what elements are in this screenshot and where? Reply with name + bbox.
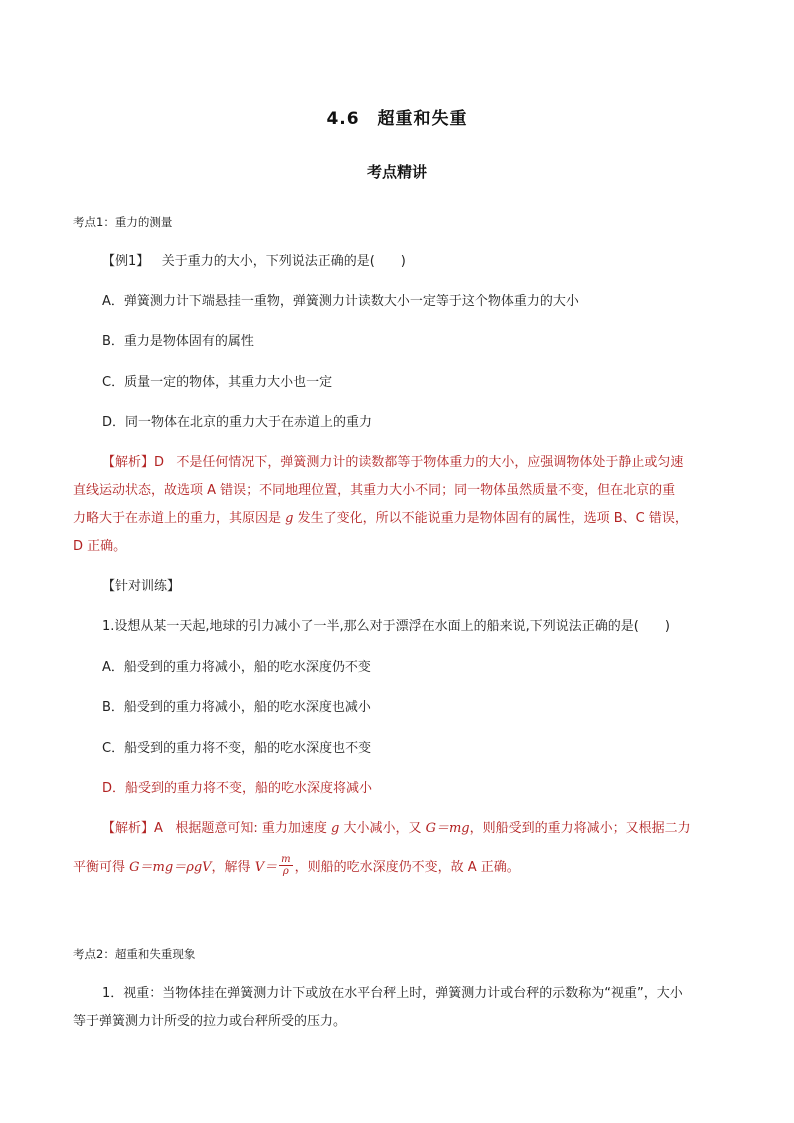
example-question-text: 关于重力的大小，下列说法正确的是( ) (161, 254, 406, 269)
fraction-numerator: m (281, 854, 291, 865)
analysis-text: 大小减小，又 (343, 821, 422, 836)
analysis-text: ，则船受到的重力将减小；又根据二力 (469, 821, 691, 836)
analysis-text: 平衡可得 (73, 860, 126, 875)
analysis-variable-g: g (285, 511, 294, 526)
analysis-text: 不是任何情况下，弹簧测力计的读数都等于物体重力的大小，应强调物体处于静止或匀速 (176, 455, 684, 470)
page-title: 4.6 超重和失重 (326, 109, 468, 129)
training-option-b: B．船受到的重力将减小，船的吃水深度也减小 (102, 700, 371, 715)
example-analysis-line-2: 直线运动状态，故选项 A 错误；不同地理位置，其重力大小不同；同一物体虽然质量不变，但在北京的重 (73, 483, 676, 498)
section-heading-kp1: 考点1：重力的测量 (73, 215, 173, 229)
kp2-paragraph-line-2: 等于弹簧测力计所受的拉力或台秤所受的压力。 (73, 1014, 347, 1029)
fraction-denominator: ρ (282, 866, 289, 877)
example-option-b: B．重力是物体固有的属性 (102, 334, 254, 349)
analysis-equation: G＝mg (425, 821, 470, 836)
analysis-text: 发生了变化，所以不能说重力是物体固有的属性，选项 B、C 错误， (297, 511, 688, 526)
example-option-c: C．质量一定的物体，其重力大小也一定 (102, 375, 333, 390)
training-option-c: C．船受到的重力将不变，船的吃水深度也不变 (102, 741, 372, 756)
analysis-text: 力略大于在赤道上的重力，其原因是 (73, 511, 282, 526)
analysis-text: ，则船的吃水深度仍不变，故 A 正确。 (294, 860, 520, 875)
section-heading-kp2: 考点2：超重和失重现象 (73, 947, 196, 961)
analysis-variable-g: g (330, 821, 340, 836)
example-analysis-line-1 (102, 455, 683, 471)
kp2-paragraph-line-1: 1．视重：当物体挂在弹簧测力计下或放在水平台秤上时，弹簧测力计或台秤的示数称为“视重”，大小 (102, 986, 683, 1001)
example-label: 【例1】 (102, 254, 150, 269)
analysis-text: 根据题意可知: 重力加速度 (175, 821, 327, 836)
page-subtitle: 考点精讲 (366, 163, 427, 181)
analysis-text: ，解得 (211, 860, 251, 875)
training-label: 【针对训练】 (102, 579, 181, 594)
fraction-m-over-rho (279, 854, 292, 877)
training-option-d: D．船受到的重力将不变，船的吃水深度将减小 (102, 781, 373, 796)
training-analysis-line-1 (102, 821, 691, 837)
example-option-d: D．同一物体在北京的重力大于在赤道上的重力 (102, 415, 373, 430)
training-question: 1.设想从某一天起,地球的引力减小了一半,那么对于漂浮在水面上的船来说,下列说法正确的是( ) (102, 619, 670, 634)
example-option-a: A．弹簧测力计下端悬挂一重物，弹簧测力计读数大小一定等于这个物体重力的大小 (102, 294, 579, 309)
example-question (102, 254, 406, 270)
example-analysis-line-4: D 正确。 (73, 539, 127, 554)
training-analysis-line-2 (73, 856, 520, 879)
example-analysis-label: 【解析】D (102, 455, 165, 470)
example-analysis-line-3 (73, 511, 688, 527)
training-analysis-label: 【解析】A (102, 821, 163, 836)
training-option-a: A．船受到的重力将减小，船的吃水深度仍不变 (102, 660, 371, 675)
analysis-equation: G＝mg＝ρgV (129, 860, 212, 875)
analysis-variable-v: V＝ (254, 860, 278, 875)
